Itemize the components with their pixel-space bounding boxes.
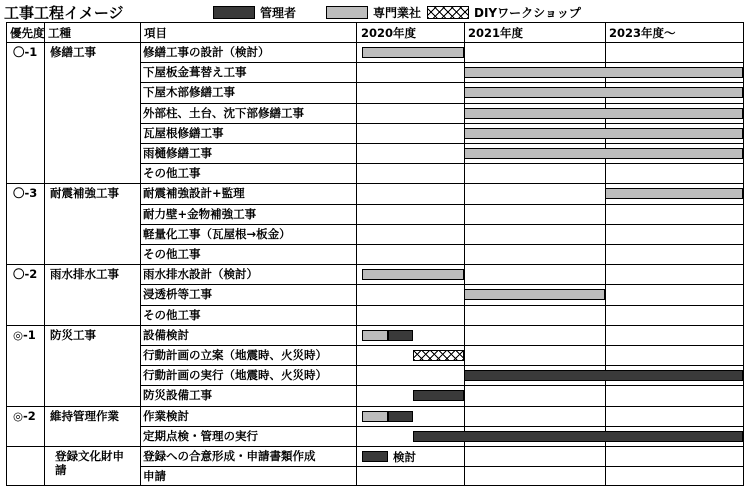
process-cell: 登録文化財申請: [55, 449, 124, 477]
header-year-2023: 2023年度～: [609, 26, 676, 40]
item-cell: その他工事: [143, 247, 201, 261]
column-divider: [44, 23, 45, 485]
priority-cell: 〇-2: [13, 267, 38, 282]
item-cell: 下屋木部修繕工事: [143, 85, 235, 100]
item-cell: 雨樋修繕工事: [143, 146, 212, 160]
gantt-bar-pro: [362, 269, 464, 280]
gantt-bar-pro: [362, 47, 464, 58]
legend-specialist: [326, 4, 421, 20]
process-cell: 防災工事: [50, 327, 96, 342]
group-divider: [7, 264, 743, 265]
gantt-bar-pro: [464, 108, 743, 119]
row-divider: [140, 385, 743, 386]
priority-cell: ◎-2: [13, 408, 36, 423]
item-cell: 雨水排水設計（検討）: [143, 267, 258, 282]
item-cell: 作業検討: [143, 408, 189, 423]
item-cell: 行動計画の実行（地震時、火災時）: [143, 368, 327, 383]
header-item: 項目: [144, 26, 167, 40]
item-cell: 行動計画の立案（地震時、火災時）: [143, 348, 327, 362]
gantt-bar-mgr: [388, 330, 413, 341]
item-cell: 耐力壁+金物補強工事: [143, 206, 257, 221]
gantt-bar-mgr: [362, 451, 388, 462]
row-divider: [140, 143, 743, 144]
item-cell: 防災設備工事: [143, 388, 212, 403]
item-cell: 耐震補強設計+監理: [143, 186, 245, 201]
row-divider: [140, 466, 743, 467]
process-cell: 修繕工事: [50, 45, 96, 59]
header-year-2020: 2020年度: [361, 26, 417, 40]
item-cell: その他工事: [143, 307, 201, 322]
header-year-2021: 2021年度: [468, 26, 524, 40]
gantt-bar-mgr: [413, 390, 464, 401]
row-divider: [140, 163, 743, 164]
row-divider: [140, 284, 743, 285]
group-divider: [7, 325, 743, 326]
legend-diy: [427, 4, 581, 20]
gantt-bar-diy: [413, 350, 464, 361]
group-divider: [7, 183, 743, 184]
row-divider: [140, 305, 743, 306]
row-divider: [140, 224, 743, 225]
item-cell: 軽量化工事（瓦屋根→板金）: [143, 226, 291, 241]
header-priority: 優先度: [10, 26, 45, 40]
gantt-bar-mgr: [388, 411, 413, 422]
legend-diy-swatch: [427, 6, 469, 19]
item-cell: 瓦屋根修繕工事: [143, 125, 224, 140]
legend-manager-label: 管理者: [260, 5, 297, 20]
item-cell: その他工事: [143, 166, 201, 181]
process-cell: 維持管理作業: [50, 408, 119, 423]
gantt-bar-pro: [464, 87, 743, 98]
gantt-bar-pro: [464, 67, 743, 78]
column-divider: [356, 23, 357, 485]
item-cell: 申請: [143, 469, 166, 484]
legend-manager-swatch: [213, 6, 255, 19]
gantt-bar-pro: [362, 330, 388, 341]
process-cell: 耐震補強工事: [50, 186, 119, 201]
row-divider: [140, 244, 743, 245]
item-cell: 外部柱、土台、沈下部修繕工事: [143, 105, 304, 120]
gantt-bar-pro: [605, 188, 743, 199]
item-cell: 浸透枡等工事: [143, 287, 212, 302]
row-divider: [140, 426, 743, 427]
row-divider: [140, 365, 743, 366]
row-divider: [140, 82, 743, 83]
header-divider: [7, 42, 743, 43]
group-divider: [7, 446, 743, 447]
item-cell: 修繕工事の設計（検討）: [143, 45, 270, 59]
priority-cell: 〇-3: [13, 186, 38, 201]
legend-specialist-label: 専門業社: [373, 5, 422, 20]
priority-cell: ◎-1: [13, 327, 36, 342]
legend-diy-label: DIYワークショップ: [474, 5, 581, 20]
item-cell: 登録への合意形成・申請書類作成: [143, 449, 316, 463]
gantt-bar-mgr: [413, 431, 743, 442]
process-cell: 雨水排水工事: [50, 267, 119, 282]
row-divider: [140, 345, 743, 346]
schedule-table: [6, 22, 744, 486]
item-cell: 設備検討: [143, 327, 189, 342]
row-divider: [140, 103, 743, 104]
gantt-bar-pro: [464, 148, 743, 159]
gantt-bar-mgr: [464, 370, 743, 381]
legend-specialist-swatch: [326, 6, 368, 19]
row-divider: [140, 123, 743, 124]
item-cell: 定期点検・管理の実行: [143, 428, 258, 443]
row-divider: [140, 204, 743, 205]
group-divider: [7, 406, 743, 407]
priority-cell: 〇-1: [13, 45, 38, 59]
page-title: 工事工程イメージ: [4, 4, 124, 22]
legend-manager: [213, 4, 296, 20]
gantt-bar-pro: [464, 128, 743, 139]
item-cell: 下屋板金葺替え工事: [143, 65, 247, 80]
header-process: 工種: [48, 26, 71, 40]
gantt-bar-pro: [464, 289, 605, 300]
gantt-bar-pro: [362, 411, 388, 422]
bar-note: 検討: [393, 450, 416, 464]
row-divider: [140, 62, 743, 63]
column-divider: [140, 23, 141, 485]
